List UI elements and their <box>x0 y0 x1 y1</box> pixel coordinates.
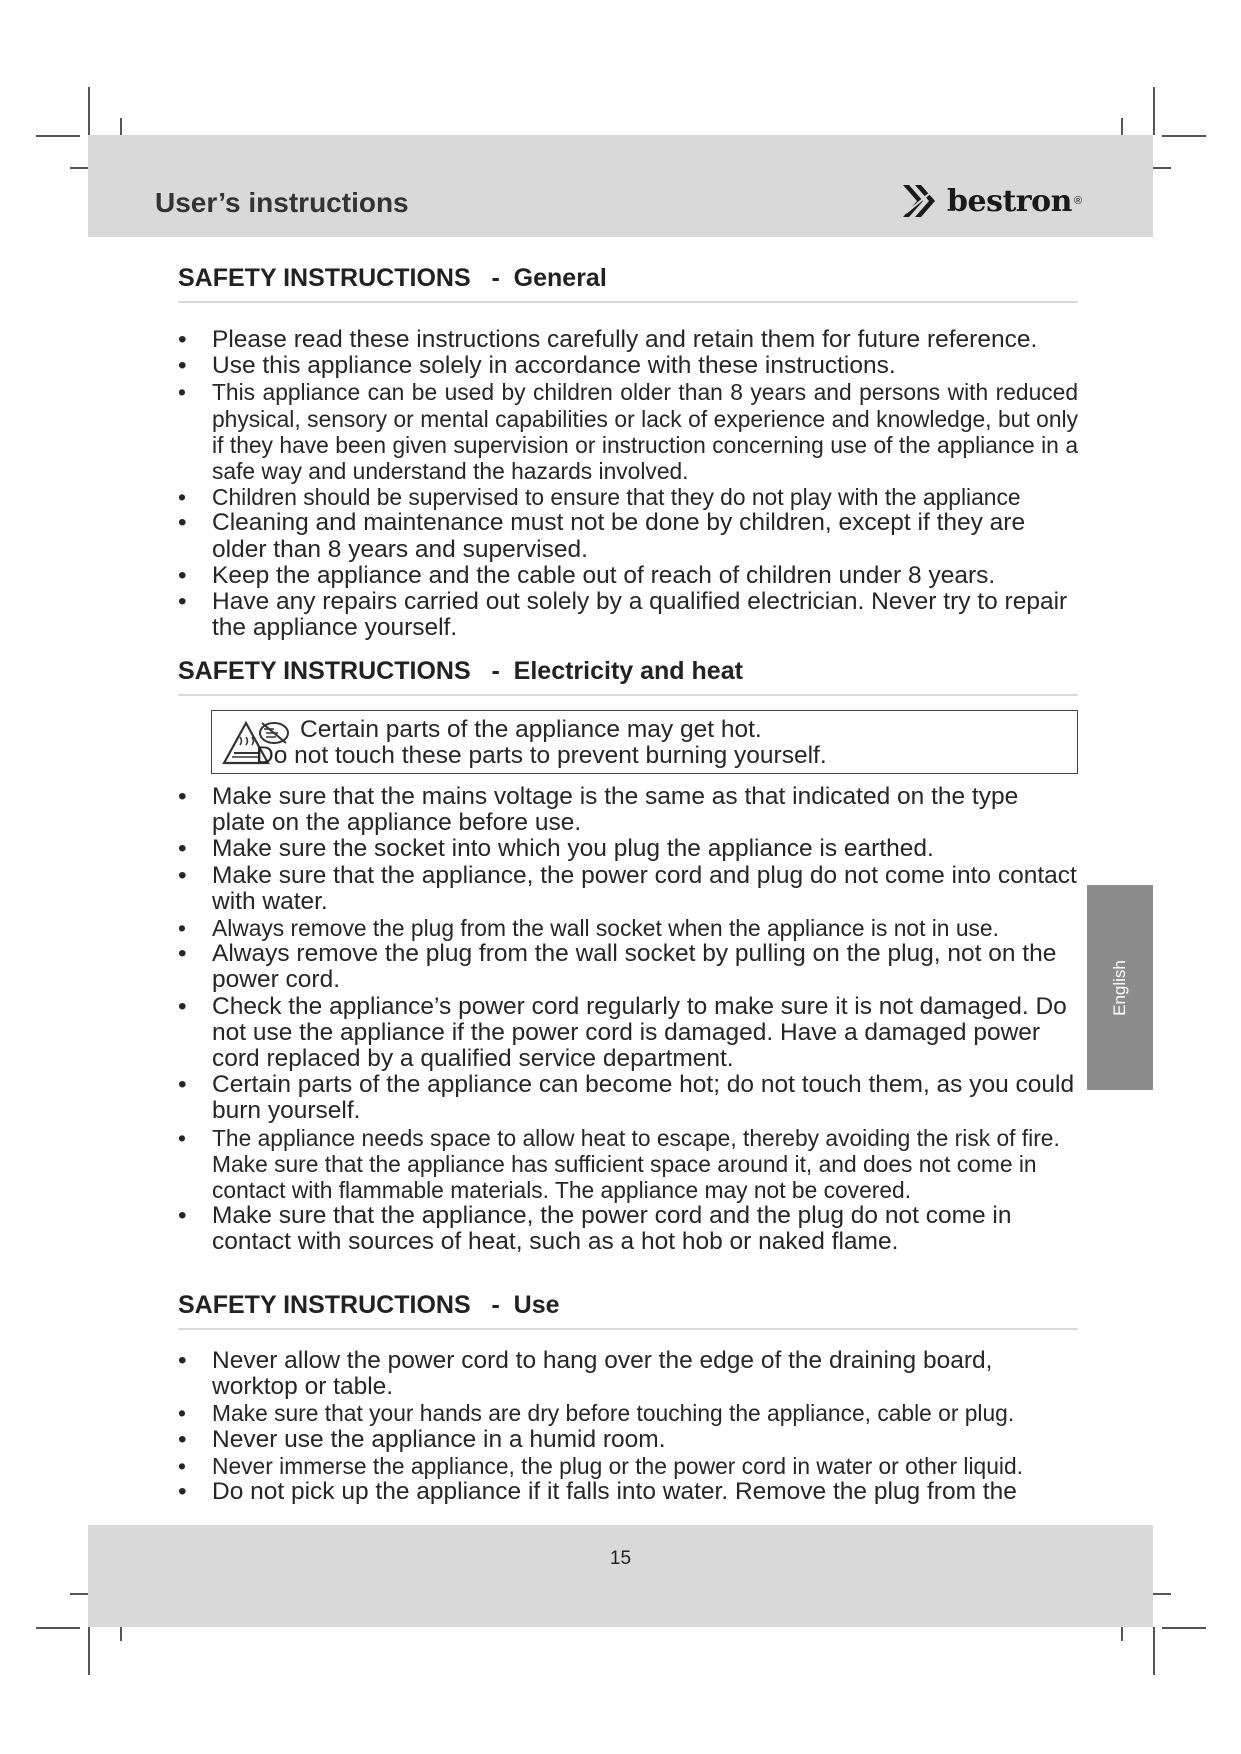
list-item: • Check the appliance’s power cord regularly to make sure it is not damaged. Do not use the appliance if the power cord is damaged. Have a damaged power cord replaced by a qualified service department. <box>178 994 1078 1073</box>
list-item: • Use this appliance solely in accordance with these instructions. <box>178 353 1078 379</box>
brand-chevron-icon <box>901 183 943 219</box>
crop-mark <box>1153 1627 1155 1675</box>
list-item: • Do not pick up the appliance if it falls into water. Remove the plug from the <box>178 1479 1078 1505</box>
page-footer <box>88 1525 1153 1627</box>
crop-mark <box>1162 135 1206 137</box>
list-item: • Have any repairs carried out solely by a qualified electrician. Never try to repair the appliance yourself. <box>178 589 1078 641</box>
page-header <box>88 135 1153 237</box>
list-item: • Children should be supervised to ensure that they do not play with the appliance <box>178 484 1078 510</box>
warning-text <box>256 716 827 769</box>
list-item: • Always remove the plug from the wall socket by pulling on the plug, not on the power cord. <box>178 941 1078 993</box>
crop-mark <box>1153 87 1155 135</box>
section-title: SAFETY INSTRUCTIONS - Use <box>178 1291 1078 1330</box>
warning-line: Do not touch these parts to prevent burning yourself. <box>256 742 827 769</box>
list-item: • Never immerse the appliance, the plug or the power cord in water or other liquid. <box>178 1453 1078 1479</box>
section-title: SAFETY INSTRUCTIONS - General <box>178 264 1078 303</box>
brand-name: bestron <box>947 183 1072 219</box>
registered-mark: ® <box>1073 195 1083 207</box>
list-item: • Make sure that the appliance, the power cord and plug do not come into contact with water. <box>178 863 1078 915</box>
bullet-list <box>178 784 1078 1256</box>
list-item: • Please read these instructions carefully and retain them for future reference. <box>178 327 1078 353</box>
bullet-list <box>178 327 1078 641</box>
hot-surface-warning-box <box>211 710 1078 774</box>
brand-logo <box>901 183 1082 219</box>
page-title: User’s instructions <box>155 187 409 218</box>
warning-line: Certain parts of the appliance may get hot. <box>300 716 762 743</box>
section-electricity-heat <box>178 657 1078 1256</box>
list-item: • Make sure the socket into which you plug the appliance is earthed. <box>178 836 1078 862</box>
language-tab-label: English <box>1110 959 1129 1016</box>
section-use <box>178 1291 1078 1505</box>
list-item: • This appliance can be used by children older than 8 years and persons with reduced physical, sensory or mental capabilities or lack of experience and knowledge, but only if they have been given supervision or instruction concerning use of the appliance in a safe way and understand the hazards involved. <box>178 379 1078 484</box>
crop-mark <box>88 87 90 135</box>
section-title: SAFETY INSTRUCTIONS - Electricity and heat <box>178 657 1078 696</box>
list-item: • Certain parts of the appliance can become hot; do not touch them, as you could burn yourself. <box>178 1072 1078 1124</box>
list-item: • Cleaning and maintenance must not be done by children, except if they are older than 8 years and supervised. <box>178 510 1078 562</box>
list-item: • Make sure that the appliance, the power cord and the plug do not come in contact with sources of heat, such as a hot hob or naked flame. <box>178 1203 1078 1255</box>
list-item: • The appliance needs space to allow heat to escape, thereby avoiding the risk of fire. Make sure that the appliance has sufficient space around it, and does not come in contact with flammable materials. The appliance may not be covered. <box>178 1125 1078 1204</box>
crop-mark <box>88 1627 90 1675</box>
list-item: • Make sure that the mains voltage is the same as that indicated on the type plate on the appliance before use. <box>178 784 1078 836</box>
section-general <box>178 264 1078 641</box>
crop-mark <box>1162 1627 1206 1629</box>
crop-mark <box>36 135 80 137</box>
list-item: • Never allow the power cord to hang over the edge of the draining board, worktop or table. <box>178 1348 1078 1400</box>
list-item: • Make sure that your hands are dry before touching the appliance, cable or plug. <box>178 1400 1078 1426</box>
language-tab <box>1087 885 1153 1090</box>
list-item: • Never use the appliance in a humid room. <box>178 1427 1078 1453</box>
list-item: • Always remove the plug from the wall socket when the appliance is not in use. <box>178 915 1078 941</box>
crop-mark <box>36 1627 80 1629</box>
page-number: 15 <box>609 1548 632 1569</box>
list-item: • Keep the appliance and the cable out of reach of children under 8 years. <box>178 563 1078 589</box>
bullet-list <box>178 1348 1078 1505</box>
